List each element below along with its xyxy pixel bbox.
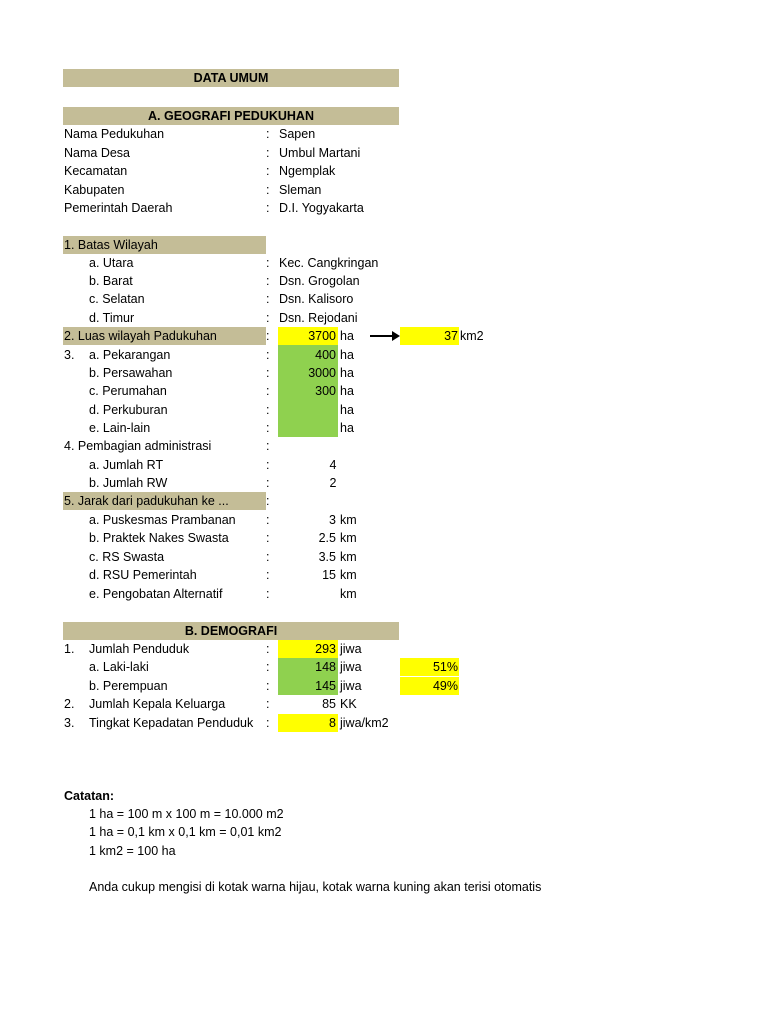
unit-km: km: [340, 550, 357, 564]
colon: :: [266, 660, 270, 674]
value-puskesmas[interactable]: 3: [329, 513, 336, 527]
colon: :: [266, 716, 270, 730]
unit-km: km: [340, 513, 357, 527]
note-line: 1 km2 = 100 ha: [89, 844, 176, 858]
colon: :: [266, 458, 270, 472]
value-pemerintah-daerah[interactable]: D.I. Yogyakarta: [279, 201, 364, 215]
value-jumlah-rt[interactable]: 4: [329, 458, 337, 472]
value-jumlah-penduduk: 293: [315, 642, 336, 656]
unit-km2: km2: [460, 329, 484, 343]
value-perempuan[interactable]: 145: [315, 679, 336, 693]
label-kabupaten: Kabupaten: [64, 183, 125, 197]
section-label-batas-wilayah: 1. Batas Wilayah: [64, 238, 158, 252]
colon: :: [266, 550, 270, 564]
value-pekarangan[interactable]: 400: [315, 348, 336, 362]
unit-jiwa: jiwa: [340, 642, 362, 656]
section-header-demografi: B. DEMOGRAFI: [63, 622, 399, 640]
unit-km: km: [340, 531, 357, 545]
unit-ha: ha: [340, 403, 354, 417]
unit-jiwa: jiwa: [340, 660, 362, 674]
unit-ha: ha: [340, 348, 354, 362]
row-number: 2.: [64, 697, 75, 711]
unit-km: km: [340, 568, 357, 582]
value-jumlah-rw[interactable]: 2: [329, 476, 337, 490]
value-persawahan[interactable]: 3000: [308, 366, 336, 380]
colon: :: [266, 201, 270, 215]
label-lain-lain: e. Lain-lain: [89, 421, 151, 435]
label-jumlah-rt: a. Jumlah RT: [89, 458, 164, 472]
value-jumlah-kk[interactable]: 85: [322, 697, 336, 711]
colon: :: [266, 292, 270, 306]
colon: :: [266, 513, 270, 527]
colon: :: [266, 127, 270, 141]
value-nama-desa[interactable]: Umbul Martani: [279, 146, 361, 160]
label-timur: d. Timur: [89, 311, 135, 325]
note-line: 1 ha = 100 m x 100 m = 10.000 m2: [89, 807, 284, 821]
label-jumlah-kk: Jumlah Kepala Keluarga: [89, 697, 226, 711]
colon: :: [266, 421, 270, 435]
label-perumahan: c. Perumahan: [89, 384, 167, 398]
value-perumahan[interactable]: 300: [315, 384, 336, 398]
notes-title: Catatan:: [64, 789, 115, 803]
label-pekarangan: a. Pekarangan: [89, 348, 171, 362]
value-luas-ha: 3700: [308, 329, 336, 343]
colon: :: [266, 642, 270, 656]
row-number: 1.: [64, 642, 75, 656]
label-praktek-nakes: b. Praktek Nakes Swasta: [89, 531, 229, 545]
colon: :: [266, 348, 270, 362]
colon: :: [266, 256, 270, 270]
label-rs-swasta: c. RS Swasta: [89, 550, 165, 564]
note-line: 1 ha = 0,1 km x 0,1 km = 0,01 km2: [89, 825, 282, 839]
section-header-geografi: A. GEOGRAFI PEDUKUHAN: [63, 107, 399, 125]
row-number: 3.: [64, 716, 75, 730]
label-jumlah-penduduk: Jumlah Penduduk: [89, 642, 190, 656]
label-pengobatan-alternatif: e. Pengobatan Alternatif: [89, 587, 223, 601]
pct-laki-laki: 51%: [432, 660, 458, 674]
unit-km: km: [340, 587, 357, 601]
value-kecamatan[interactable]: Ngemplak: [279, 164, 336, 178]
colon: :: [266, 311, 270, 325]
arrow-right-icon: [370, 330, 400, 342]
value-utara[interactable]: Kec. Cangkringan: [279, 256, 379, 270]
value-timur[interactable]: Dsn. Rejodani: [279, 311, 358, 325]
label-kepadatan: Tingkat Kepadatan Penduduk: [89, 716, 254, 730]
colon: :: [266, 183, 270, 197]
colon: :: [266, 384, 270, 398]
value-rsu-pemerintah[interactable]: 15: [322, 568, 336, 582]
instruction-text: Anda cukup mengisi di kotak warna hijau, kotak warna kuning akan terisi otomatis: [89, 880, 542, 894]
label-utara: a. Utara: [89, 256, 134, 270]
label-persawahan: b. Persawahan: [89, 366, 173, 380]
label-luas-wilayah: 2. Luas wilayah Padukuhan: [64, 329, 217, 343]
label-perempuan: b. Perempuan: [89, 679, 168, 693]
unit-ha: ha: [340, 329, 354, 343]
unit-jiwa-km2: jiwa/km2: [340, 716, 389, 730]
label-jarak: 5. Jarak dari padukuhan ke ...: [64, 494, 229, 508]
value-kepadatan: 8: [329, 716, 336, 730]
label-nama-desa: Nama Desa: [64, 146, 130, 160]
label-kecamatan: Kecamatan: [64, 164, 128, 178]
value-praktek-nakes[interactable]: 2.5: [318, 531, 336, 545]
colon: :: [266, 531, 270, 545]
label-jumlah-rw: b. Jumlah RW: [89, 476, 168, 490]
colon: :: [266, 146, 270, 160]
label-puskesmas: a. Puskesmas Prambanan: [89, 513, 236, 527]
colon: :: [266, 679, 270, 693]
value-luas-km2: 37: [444, 329, 458, 343]
colon: :: [266, 403, 270, 417]
colon: :: [266, 494, 270, 508]
label-pembagian-administrasi: 4. Pembagian administrasi: [64, 439, 212, 453]
label-rsu-pemerintah: d. RSU Pemerintah: [89, 568, 197, 582]
unit-ha: ha: [340, 421, 354, 435]
label-barat: b. Barat: [89, 274, 133, 288]
pct-perempuan: 49%: [432, 679, 458, 693]
colon: :: [266, 274, 270, 288]
value-rs-swasta[interactable]: 3.5: [318, 550, 336, 564]
unit-kk: KK: [340, 697, 357, 711]
value-laki-laki[interactable]: 148: [315, 660, 336, 674]
colon: :: [266, 587, 270, 601]
value-kabupaten[interactable]: Sleman: [279, 183, 322, 197]
colon: :: [266, 697, 270, 711]
value-barat[interactable]: Dsn. Grogolan: [279, 274, 360, 288]
value-nama-pedukuhan[interactable]: Sapen: [279, 127, 316, 141]
colon: :: [266, 164, 270, 178]
unit-ha: ha: [340, 384, 354, 398]
unit-ha: ha: [340, 366, 354, 380]
label-selatan: c. Selatan: [89, 292, 145, 306]
label-nama-pedukuhan: Nama Pedukuhan: [64, 127, 165, 141]
colon: :: [266, 476, 270, 490]
colon: :: [266, 439, 270, 453]
colon: :: [266, 366, 270, 380]
label-laki-laki: a. Laki-laki: [89, 660, 149, 674]
label-pemerintah-daerah: Pemerintah Daerah: [64, 201, 173, 215]
label-perkuburan: d. Perkuburan: [89, 403, 168, 417]
rincian-luas-number: 3.: [64, 348, 75, 362]
page-title: DATA UMUM: [63, 69, 399, 87]
colon: :: [266, 329, 270, 343]
unit-jiwa: jiwa: [340, 679, 362, 693]
colon: :: [266, 568, 270, 582]
value-selatan[interactable]: Dsn. Kalisoro: [279, 292, 354, 306]
